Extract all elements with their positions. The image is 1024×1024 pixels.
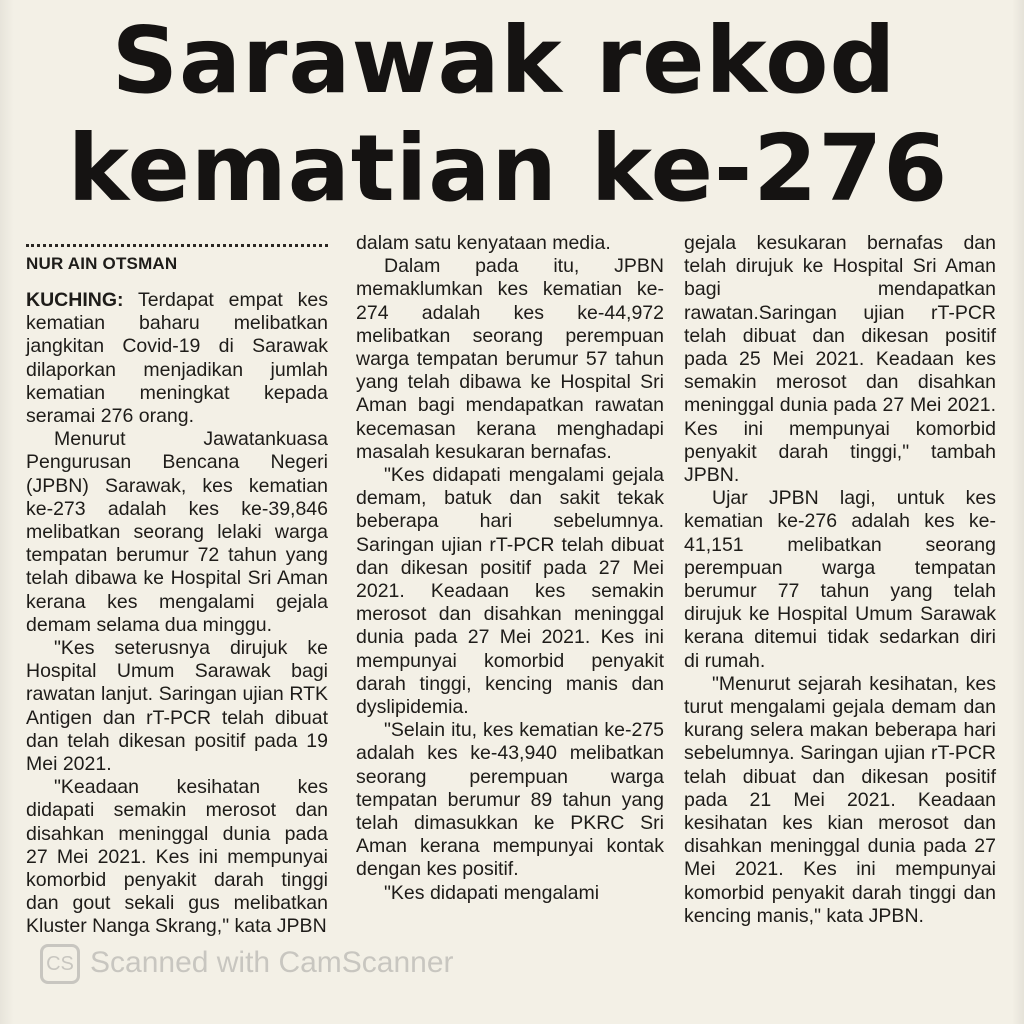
headline-line-1: Sarawak rekod (111, 7, 897, 114)
dateline: KUCHING: (26, 289, 124, 311)
article-paragraph: Menurut Jawatankuasa Pengurusan Bencana Negeri (JPBN) Sarawak, kes kematian ke-273 adalah kes ke-39,846 melibatkan seorang lelaki warga tempatan berumur 72 tahun yang telah dibawa ke Hospital Sri Aman kerana kes mengalami gejala demam selama dua minggu. (26, 428, 328, 636)
byline-divider (26, 244, 328, 247)
article-paragraph: "Kes seterusnya dirujuk ke Hospital Umum Sarawak bagi rawatan lanjut. Saringan ujian RTK Antigen dan rT-PCR telah dibuat dan telah dikesan positif pada 19 Mei 2021. (26, 637, 328, 776)
article-paragraph: "Menurut sejarah kesihatan, kes turut mengalami gejala demam dan kurang selera makan beberapa hari sebelumnya. Saringan ujian rT-PCR telah dibuat dan dikesan positif pada 21 Mei 2021. Keadaan kesihatan kes kian merosot dan disahkan meninggal dunia pada 27 Mei 2021. Kes ini mempunyai komorbid penyakit darah tinggi dan kencing manis," kata JPBN. (684, 672, 996, 927)
scanner-watermark (40, 944, 454, 984)
byline: NUR AIN OTSMAN (26, 254, 178, 273)
camscanner-icon: CS (40, 944, 80, 984)
article-paragraph: "Keadaan kesihatan kes didapati semakin merosot dan disahkan meninggal dunia pada 27 Mei 2021. Kes ini mempunyai komorbid penyakit darah tinggi dan gout sekali gus melibatkan Kluster Nanga Skrang," kata JPBN (26, 776, 328, 938)
headline-line-2: kematian ke-276 (67, 115, 949, 222)
article-paragraph: "Selain itu, kes kematian ke-275 adalah kes ke-43,940 melibatkan seorang perempuan warga tempatan berumur 89 tahun yang telah dimasukkan ke PKRC Sri Aman kerana mempunyai kontak dengan kes positif. (356, 719, 664, 881)
article-paragraph (26, 289, 328, 428)
article-paragraph: "Kes didapati mengalami gejala demam, batuk dan sakit tekak beberapa hari sebelumnya. Saringan ujian rT-PCR telah dibuat dan dikesan positif pada 27 Mei 2021. Keadaan kes semakin merosot dan disahkan meninggal dunia pada 27 Mei 2021. Kes ini mempunyai komorbid penyakit darah tinggi, kencing manis dan dyslipidemia. (356, 464, 664, 719)
watermark-text: Scanned with CamScanner (90, 945, 454, 979)
article-column-2 (356, 232, 664, 905)
article-column-1 (26, 232, 328, 939)
article-paragraph: Ujar JPBN lagi, untuk kes kematian ke-276 adalah kes ke-41,151 melibatkan seorang perempuan warga tempatan berumur 77 tahun yang telah dirujuk ke Hospital Umum Sarawak kerana ditemui tidak sedarkan diri di rumah. (684, 487, 996, 672)
paragraph-text: Terdapat empat kes kematian baharu melibatkan jangkitan Covid-19 di Sarawak dilaporkan menjadikan jumlah kematian meningkat kepada seramai 276 orang. (26, 289, 328, 428)
article-paragraph: "Kes didapati mengalami (384, 881, 600, 904)
article-paragraph: dalam satu kenyataan media. (356, 232, 611, 254)
article-paragraph: Dalam pada itu, JPBN memaklumkan kes kematian ke-274 adalah kes ke-44,972 melibatkan seorang perempuan warga tempatan berumur 57 tahun yang telah dibawa ke Hospital Sri Aman bagi mendapatkan rawatan kecemasan kerana menghadapi masalah kesukaran bernafas. (356, 255, 664, 463)
article-column-3 (684, 232, 996, 928)
article-paragraph: gejala kesukaran bernafas dan telah dirujuk ke Hospital Sri Aman bagi mendapatkan rawatan.Saringan ujian rT-PCR telah dibuat dan dikesan positif pada 25 Mei 2021. Keadaan kes semakin merosot dan disahkan meninggal dunia pada 27 Mei 2021. Kes ini mempunyai komorbid penyakit darah tinggi," tambah JPBN. (684, 232, 996, 487)
